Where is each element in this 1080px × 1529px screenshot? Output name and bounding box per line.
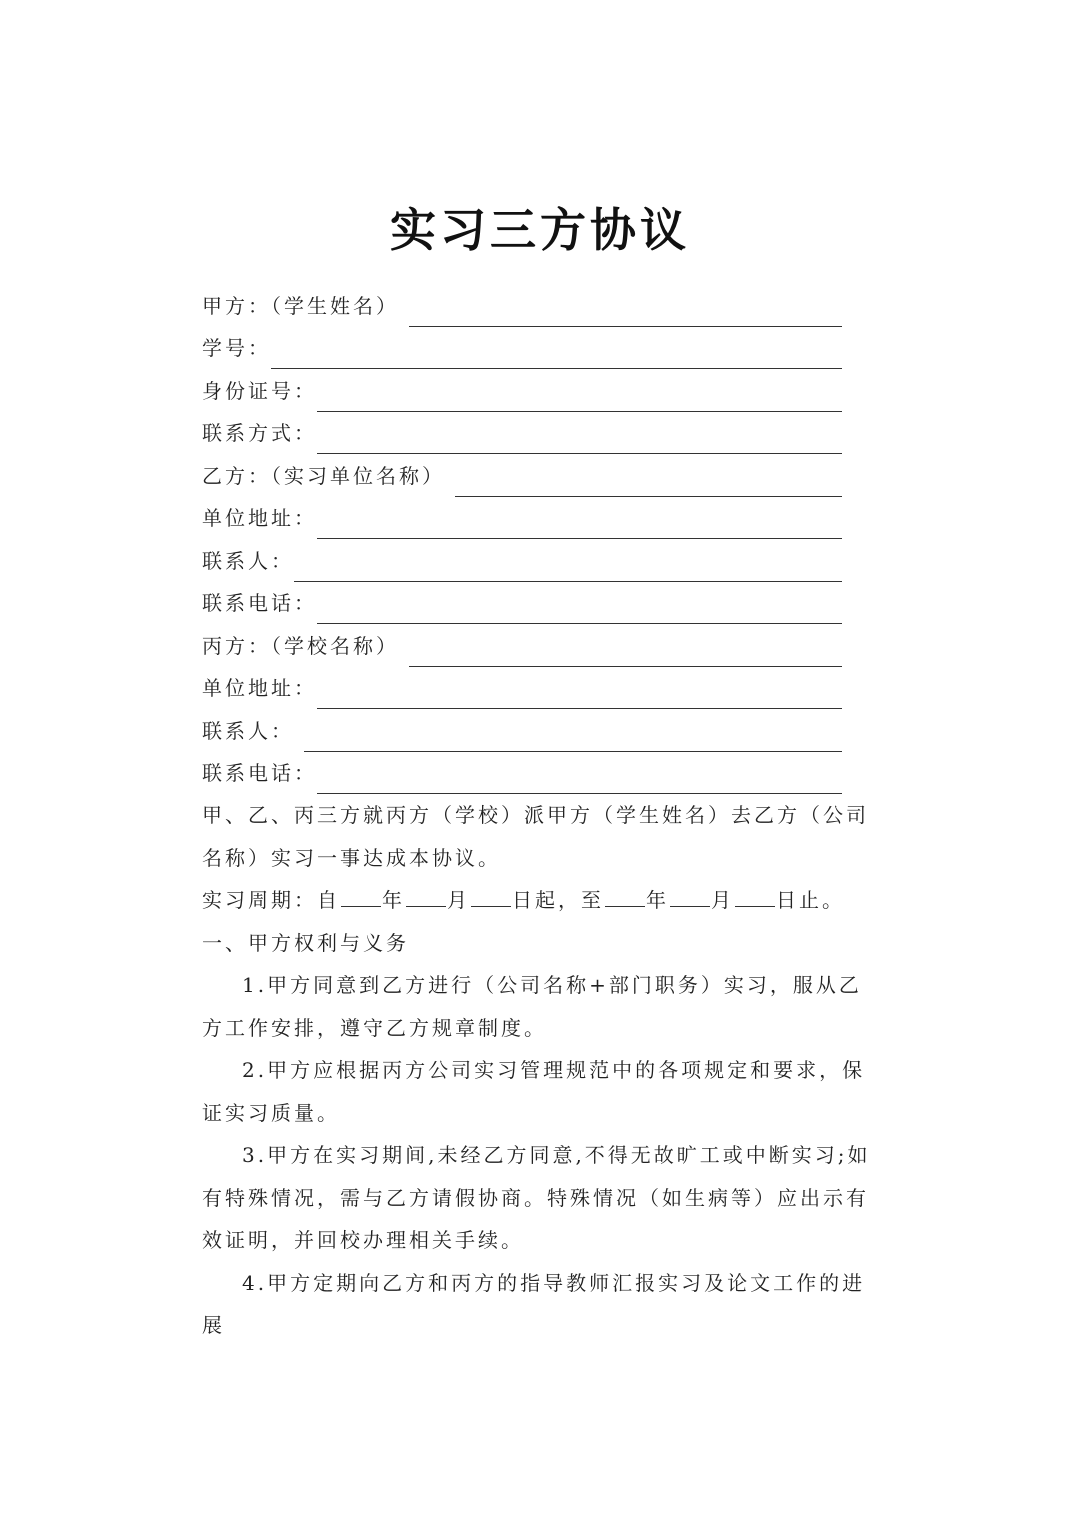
- field-label: 联系方式：: [202, 421, 317, 445]
- clause-3: 3.甲方在实习期间,未经乙方同意,不得无故旷工或中断实习;如有特殊情况，需与乙方请假协商。特殊情况（如生病等）应出示有效证明，并回校办理相关手续。: [202, 1143, 871, 1252]
- field-label: 身份证号：: [202, 378, 317, 403]
- field-label: 单位地址：: [202, 676, 317, 700]
- fill-line[interactable]: [294, 551, 842, 582]
- fill-line[interactable]: [317, 763, 842, 794]
- start-day-blank[interactable]: [471, 884, 511, 907]
- field-party-b-phone: [202, 582, 882, 625]
- field-party-c-phone: [202, 752, 882, 795]
- field-label: 联系人：: [202, 548, 294, 573]
- internship-period: [202, 879, 882, 922]
- start-month-blank[interactable]: [406, 884, 446, 907]
- field-party-b-address: [202, 497, 882, 540]
- document-title: 实习三方协议: [390, 203, 690, 257]
- field-party-c-address: [202, 667, 882, 710]
- field-label: 联系电话：: [202, 591, 317, 615]
- field-id-number: [202, 369, 882, 412]
- end-month-blank[interactable]: [670, 884, 710, 907]
- fill-line[interactable]: [409, 296, 842, 327]
- section-heading: 一、甲方权利与义务: [202, 930, 409, 955]
- period-month-label: 月: [447, 888, 470, 912]
- field-party-b-contact: [202, 539, 882, 582]
- fill-line[interactable]: [317, 508, 842, 539]
- start-year-blank[interactable]: [341, 884, 381, 907]
- field-student-id: [202, 327, 882, 370]
- fill-line[interactable]: [317, 381, 842, 412]
- field-party-b-name: [202, 454, 882, 497]
- period-year-label: 年: [646, 888, 669, 912]
- period-prefix: 实习周期：自: [202, 888, 340, 912]
- period-day-label: 日起，至: [512, 888, 604, 912]
- field-party-c-contact: [202, 709, 882, 752]
- period-day-end-label: 日止。: [776, 888, 845, 912]
- clause-1: 1.甲方同意到乙方进行（公司名称+部门职务）实习，服从乙方工作安排，遵守乙方规章制度。: [202, 973, 862, 1040]
- fill-line[interactable]: [317, 593, 842, 624]
- period-year-label: 年: [382, 888, 405, 912]
- fill-line[interactable]: [455, 466, 842, 497]
- field-label: 单位地址：: [202, 506, 317, 530]
- field-label: 甲方：（学生姓名）: [202, 293, 399, 318]
- end-year-blank[interactable]: [605, 884, 645, 907]
- clause-4: 4.甲方定期向乙方和丙方的指导教师汇报实习及论文工作的进展: [202, 1270, 866, 1337]
- field-party-c-name: [202, 624, 882, 667]
- end-day-blank[interactable]: [735, 884, 775, 907]
- intro-paragraph: 甲、乙、丙三方就丙方（学校）派甲方（学生姓名）去乙方（公司名称）实习一事达成本协议。: [202, 803, 869, 870]
- document-body: [202, 284, 882, 1347]
- period-month-label: 月: [711, 888, 734, 912]
- fill-line[interactable]: [317, 423, 842, 454]
- field-label: 联系电话：: [202, 761, 317, 785]
- field-label: 学号：: [202, 336, 271, 360]
- field-label: 乙方：（实习单位名称）: [202, 463, 445, 488]
- field-contact-info: [202, 412, 882, 455]
- fill-line[interactable]: [317, 678, 842, 709]
- field-label: 丙方：（学校名称）: [202, 633, 399, 658]
- field-label: 联系人：: [202, 718, 294, 743]
- field-party-a-name: [202, 284, 882, 327]
- clause-2: 2.甲方应根据丙方公司实习管理规范中的各项规定和要求，保证实习质量。: [202, 1058, 866, 1125]
- fill-line[interactable]: [409, 636, 842, 667]
- fill-line[interactable]: [304, 721, 842, 752]
- fill-line[interactable]: [271, 338, 842, 369]
